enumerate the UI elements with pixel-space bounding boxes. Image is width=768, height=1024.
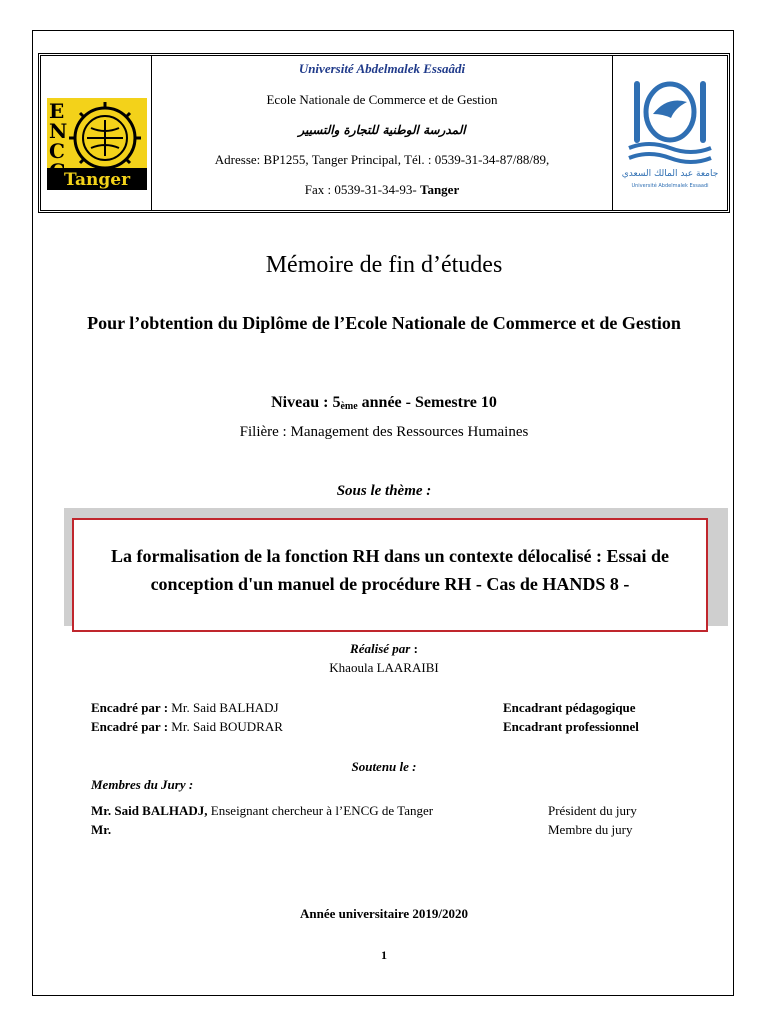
logo-arabic-caption: جامعة عبد المالك السعدي — [621, 169, 719, 179]
niveau-sup: ème — [340, 401, 358, 412]
encadrant-1-name: Mr. Said BALHADJ — [168, 700, 279, 715]
realise-colon: : — [410, 641, 418, 656]
page-number: 1 — [381, 948, 387, 962]
school-name-arabic: المدرسة الوطنية للتجارة والتسيير — [298, 123, 466, 137]
academic-year: Année universitaire 2019/2020 — [299, 906, 469, 921]
fax-city: Tanger — [419, 182, 460, 197]
filiere-line: Filière : Management des Ressources Humaines — [239, 424, 529, 440]
jury-label: Membres du Jury : — [91, 777, 194, 792]
soutenu-label: Soutenu le : — [351, 759, 417, 774]
encadrant-2-label: Encadré par : — [91, 719, 169, 734]
logo-letter-c: C — [49, 139, 65, 163]
university-name: Université Abdelmalek Essaâdi — [298, 61, 466, 76]
school-address: Adresse: BP1255, Tanger Principal, Tél. : 0539-31-34-87/88/89, — [214, 152, 550, 167]
logo-letter-n: N — [49, 119, 68, 143]
theme-label: Sous le thème : — [336, 483, 432, 499]
encadrant-2-name: Mr. Said BOUDRAR — [168, 719, 283, 734]
encg-tanger-logo — [43, 56, 149, 212]
uae-university-logo — [615, 56, 725, 212]
encadrant-2-role: Encadrant professionnel — [503, 719, 639, 734]
jury-member-2-name: Mr. — [91, 822, 112, 837]
jury-member-1 — [91, 803, 433, 819]
encadrant-1-role: Encadrant pédagogique — [503, 700, 636, 715]
niveau-line — [0, 394, 768, 412]
jury-member-1-role: Président du jury — [548, 803, 637, 818]
realise-label — [0, 641, 768, 657]
theme-box — [72, 518, 708, 632]
niveau-prefix: Niveau : 5 — [271, 394, 341, 411]
logo-tanger-text: Tanger — [63, 170, 131, 190]
document-title: Mémoire de fin d’études — [265, 252, 503, 278]
jury-member-1-name: Mr. Said BALHADJ, — [91, 803, 208, 818]
theme-text: La formalisation de la fonction RH dans un contexte délocalisé : Essai de conception d'un manuel de procédure RH - Cas de HANDS 8 - — [110, 546, 669, 594]
university-logo-cell — [612, 56, 727, 210]
niveau-suffix: année - Semestre 10 — [357, 394, 497, 411]
logo-letter-e: E — [49, 99, 65, 123]
realise-text: Réalisé par — [350, 641, 411, 656]
jury-member-2-role: Membre du jury — [548, 822, 633, 837]
document-subtitle: Pour l’obtention du Diplôme de l’Ecole Nationale de Commerce et de Gestion — [87, 313, 681, 333]
fax-number: Fax : 0539-31-34-93- — [304, 182, 417, 197]
encadrant-2 — [91, 719, 283, 735]
header-info-cell — [152, 56, 612, 210]
jury-member-1-desc: Enseignant chercheur à l’ENCG de Tanger — [207, 803, 434, 818]
jury-member-2 — [91, 822, 111, 838]
encadrant-1-label: Encadré par : — [91, 700, 169, 715]
encg-logo-cell — [41, 56, 152, 210]
logo-latin-caption: Université Abdelmalek Essaadi — [631, 183, 709, 189]
header-table — [38, 53, 730, 213]
school-fax — [152, 182, 612, 198]
author-name: Khaoula LAARAIBI — [329, 660, 439, 675]
encadrant-1 — [91, 700, 279, 716]
school-name: Ecole Nationale de Commerce et de Gestion — [266, 92, 498, 107]
